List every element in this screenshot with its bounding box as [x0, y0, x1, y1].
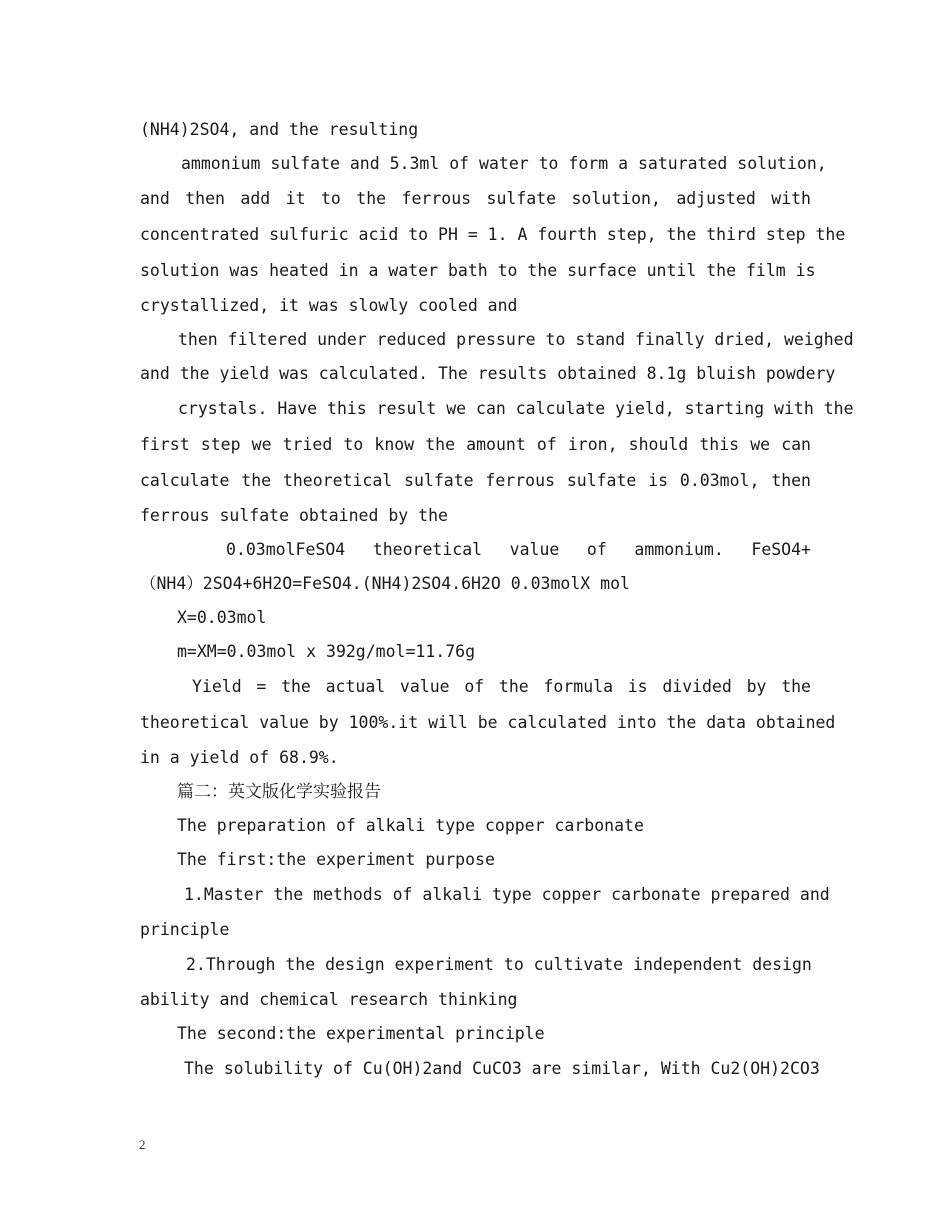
section-heading: 篇二：英文版化学实验报告: [177, 782, 381, 802]
text-line: and the yield was calculated. The results obtained 8.1g bluish powdery: [140, 364, 836, 383]
text-line: ferrous sulfate obtained by the: [140, 506, 448, 525]
text-line: 0.03molFeSO4 theoretical value of ammonium. FeSO4+: [226, 540, 811, 559]
page-number: 2: [139, 1137, 146, 1152]
text-line: in a yield of 68.9%.: [140, 748, 339, 767]
text-line: principle: [140, 920, 230, 939]
text-line: theoretical value by 100%.it will be calculated into the data obtained: [140, 713, 836, 732]
text-line: Yield = the actual value of the formula is divided by the: [192, 677, 811, 696]
text-line: The solubility of Cu(OH)2and CuCO3 are similar, With Cu2(OH)2CO3: [184, 1059, 820, 1078]
text-line: The second:the experimental principle: [177, 1024, 545, 1043]
text-line: crystals. Have this result we can calculate yield, starting with the: [178, 399, 854, 418]
text-line: The preparation of alkali type copper carbonate: [177, 816, 644, 835]
text-line: calculate the theoretical sulfate ferrous sulfate is 0.03mol, then: [140, 471, 811, 490]
text-line: ability and chemical research thinking: [140, 990, 518, 1009]
text-line: first step we tried to know the amount of iron, should this we can: [140, 435, 811, 454]
text-line: The first:the experiment purpose: [177, 850, 495, 869]
text-line: m=XM=0.03mol x 392g/mol=11.76g: [177, 642, 476, 661]
text-line: 1.Master the methods of alkali type copper carbonate prepared and: [184, 885, 830, 904]
text-line: (NH4)2SO4, and the resulting: [140, 120, 419, 139]
text-line: and then add it to the ferrous sulfate solution, adjusted with: [140, 189, 811, 208]
text-line: crystallized, it was slowly cooled and: [140, 296, 518, 315]
text-line: concentrated sulfuric acid to PH = 1. A fourth step, the third step the: [140, 225, 846, 244]
text-line: 2.Through the design experiment to cultivate independent design: [186, 955, 812, 974]
text-line: ammonium sulfate and 5.3ml of water to form a saturated solution,: [181, 154, 827, 173]
text-line: （NH4）2SO4+6H2O=FeSO4.(NH4)2SO4.6H2O 0.03molX mol: [140, 574, 630, 593]
text-line: X=0.03mol: [177, 608, 267, 627]
text-line: solution was heated in a water bath to the surface until the film is: [140, 261, 816, 280]
text-line: then filtered under reduced pressure to stand finally dried, weighed: [178, 330, 854, 349]
document-body: [140, 113, 854, 1087]
